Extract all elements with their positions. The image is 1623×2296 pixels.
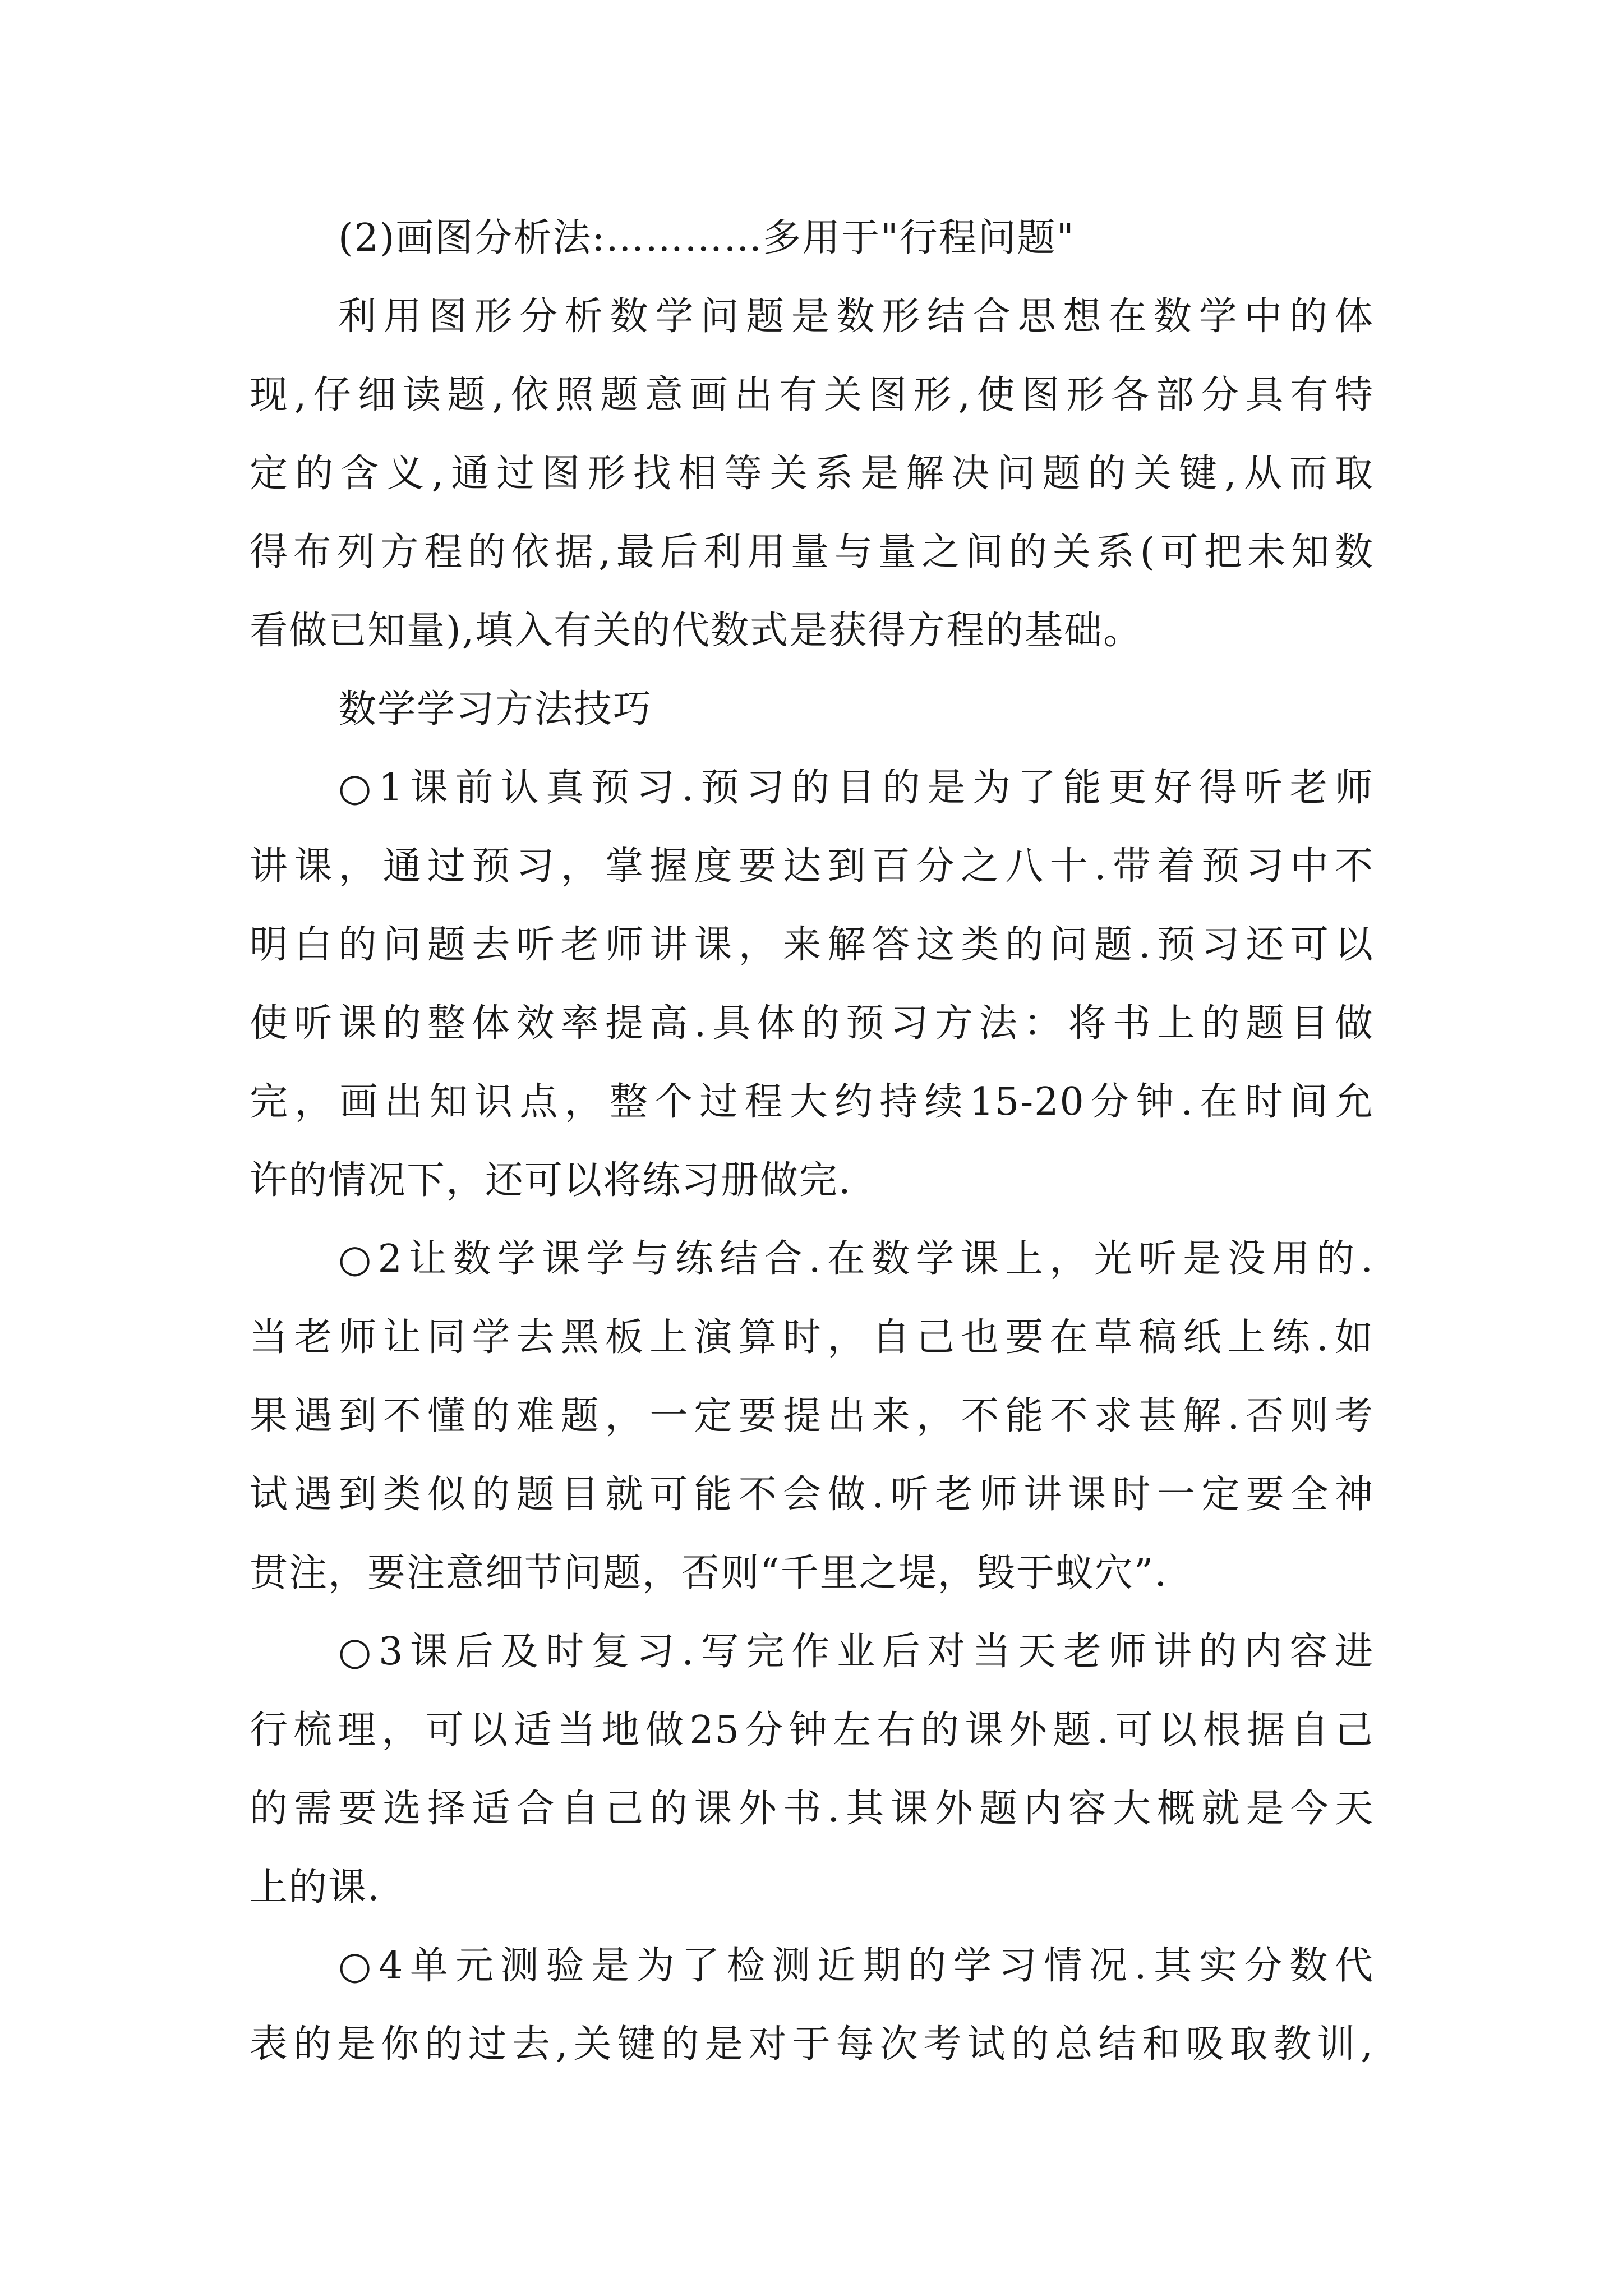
paragraph-line: 现,仔细读题,依照题意画出有关图形,使图形各部分具有特 bbox=[250, 373, 1374, 417]
paragraph-line: 明白的问题去听老师讲课，来解答这类的问题.预习还可以 bbox=[250, 923, 1374, 967]
paragraph-line: 许的情况下，还可以将练习册做完. bbox=[250, 1158, 852, 1203]
paragraph-line: 行梳理，可以适当地做25分钟左右的课外题.可以根据自己 bbox=[250, 1708, 1374, 1752]
paragraph-line: ○1课前认真预习.预习的目的是为了能更好得听老师 bbox=[338, 766, 1374, 810]
paragraph-line: 定的含义,通过图形找相等关系是解决问题的关键,从而取 bbox=[250, 452, 1374, 496]
paragraph-line: 的需要选择适合自己的课外书.其课外题内容大概就是今天 bbox=[250, 1787, 1374, 1831]
paragraph-line: ○3课后及时复习.写完作业后对当天老师讲的内容进 bbox=[338, 1630, 1374, 1674]
paragraph-line: 果遇到不懂的难题，一定要提出来，不能不求甚解.否则考 bbox=[250, 1394, 1374, 1438]
paragraph-line: 表的是你的过去,关键的是对于每次考试的总结和吸取教训, bbox=[250, 2022, 1374, 2067]
paragraph-line: 使听课的整体效率提高.具体的预习方法：将书上的题目做 bbox=[250, 1001, 1374, 1046]
section-heading: 数学学习方法技巧 bbox=[338, 687, 653, 731]
paragraph-line: 讲课，通过预习，掌握度要达到百分之八十.带着预习中不 bbox=[250, 844, 1374, 889]
paragraph-line: 完，画出知识点，整个过程大约持续15-20分钟.在时间允 bbox=[250, 1080, 1374, 1124]
method-heading-draw-analysis: (2)画图分析法:…………多用于"行程问题" bbox=[338, 216, 1075, 260]
paragraph-line: 上的课. bbox=[250, 1865, 381, 1910]
paragraph-line: 试遇到类似的题目就可能不会做.听老师讲课时一定要全神 bbox=[250, 1473, 1374, 1517]
paragraph-line: 利用图形分析数学问题是数形结合思想在数学中的体 bbox=[338, 295, 1374, 339]
paragraph-line: 当老师让同学去黑板上演算时，自己也要在草稿纸上练.如 bbox=[250, 1315, 1374, 1360]
paragraph-line: 看做已知量),填入有关的代数式是获得方程的基础。 bbox=[250, 609, 1143, 653]
paragraph-line: 贯注，要注意细节问题，否则“千里之堤，毁于蚁穴”. bbox=[250, 1551, 1168, 1595]
paragraph-line: ○2让数学课学与练结合.在数学课上，光听是没用的. bbox=[338, 1237, 1374, 1281]
paragraph-line: ○4单元测验是为了检测近期的学习情况.其实分数代 bbox=[338, 1944, 1374, 1988]
paragraph-line: 得布列方程的依据,最后利用量与量之间的关系(可把未知数 bbox=[250, 530, 1374, 574]
